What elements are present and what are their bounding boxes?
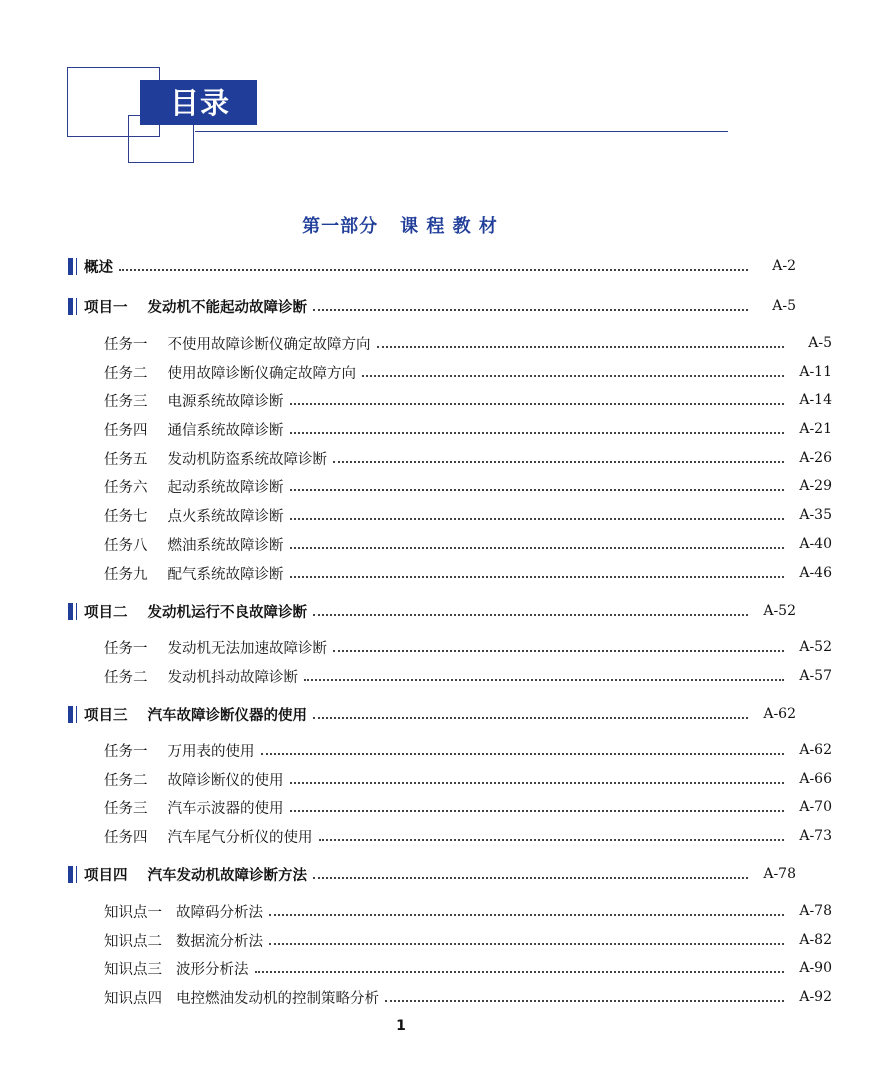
toc-page-ref: A-92 [799,989,832,1005]
toc-entry-number: 知识点三 [104,961,162,978]
toc-entry-title [104,637,327,658]
toc-page-ref: A-29 [799,478,832,494]
toc-entry-number: 项目三 [84,707,128,724]
toc-entry-label: 汽车示波器的使用 [167,800,284,817]
toc-section-entry[interactable] [0,956,894,980]
toc-section-entry[interactable] [0,985,894,1009]
toc-page-ref: A-52 [799,639,832,655]
toc-entry-title [104,505,284,526]
toc-entry-number: 任务六 [104,479,148,496]
dot-leader [290,782,785,784]
toc-entry-label: 汽车尾气分析仪的使用 [167,829,313,846]
dot-leader [313,877,748,879]
toc-page-ref: A-78 [763,866,796,882]
toc-entry-label: 发动机不能起动故障诊断 [147,299,307,316]
toc-entry-title [104,740,255,761]
chapter-marker [68,258,73,275]
toc-entry-title [104,930,263,951]
toc-entry-label: 汽车故障诊断仪器的使用 [147,707,307,724]
part-name: 课 程 教 材 [400,216,498,237]
toc-entry-number: 项目一 [84,299,128,316]
toc-section-entry[interactable] [0,767,894,791]
toc-entry-number: 项目二 [84,604,128,621]
toc-section-entry[interactable] [0,824,894,848]
dot-leader [385,1000,784,1002]
toc-page-ref: A-52 [763,603,796,619]
toc-section-entry[interactable] [0,474,894,498]
chapter-marker [68,298,73,315]
toc-section-entry[interactable] [0,360,894,384]
toc-entry-number: 任务二 [104,365,148,382]
toc-entry-title [84,601,307,622]
toc-entry-title [104,666,298,687]
toc-entry-number: 任务一 [104,743,148,760]
toc-entry-number: 任务二 [104,669,148,686]
page-number: 1 [396,1018,406,1034]
toc-section-entry[interactable] [0,561,894,585]
toc-entry-label: 汽车发动机故障诊断方法 [147,867,307,884]
toc-chapter-entry[interactable] [0,294,858,318]
toc-entry-label: 电控燃油发动机的控制策略分析 [176,990,379,1007]
toc-entry-label: 不使用故障诊断仪确定故障方向 [167,336,371,353]
toc-page-ref: A-62 [763,706,796,722]
toc-entry-label: 使用故障诊断仪确定故障方向 [167,365,356,382]
toc-page-ref: A-90 [799,960,832,976]
toc-entry-label: 点火系统故障诊断 [167,508,284,525]
toc-page-ref: A-66 [799,771,832,787]
toc-page-ref: A-21 [799,421,832,437]
chapter-marker-line [76,258,77,275]
toc-entry-title [104,333,371,354]
dot-leader [255,971,785,973]
toc-entry-number: 任务三 [104,800,148,817]
toc-entry-label: 发动机运行不良故障诊断 [147,604,307,621]
toc-page-ref: A-5 [772,298,796,314]
header-rule [195,131,728,132]
toc-page-ref: A-70 [799,799,832,815]
dot-leader [290,432,785,434]
dot-leader [319,839,785,841]
toc-entry-label: 配气系统故障诊断 [167,566,284,583]
toc-entry-number: 任务七 [104,508,148,525]
toc-section-entry[interactable] [0,503,894,527]
toc-entry-label: 概述 [84,259,113,276]
dot-leader [119,269,748,271]
toc-section-entry[interactable] [0,417,894,441]
toc-chapter-entry[interactable] [0,599,858,623]
toc-section-entry[interactable] [0,532,894,556]
dot-leader [290,403,785,405]
toc-entry-number: 知识点一 [104,904,162,921]
toc-entry-number: 任务二 [104,772,148,789]
toc-entry-label: 数据流分析法 [176,933,263,950]
dot-leader [313,717,748,719]
toc-entry-title [104,958,249,979]
dot-leader [290,489,785,491]
chapter-marker-line [76,866,77,883]
toc-page-ref: A-40 [799,536,832,552]
chapter-marker [68,706,73,723]
toc-entry-title [104,563,284,584]
toc-entry-title [104,826,313,847]
toc-page-ref: A-11 [799,364,832,380]
toc-entry-number: 任务三 [104,393,148,410]
toc-entry-label: 起动系统故障诊断 [167,479,284,496]
toc-page-ref: A-46 [799,565,832,581]
chapter-marker-line [76,603,77,620]
chapter-marker [68,866,73,883]
toc-page-ref: A-2 [772,258,796,274]
toc-section-entry[interactable] [0,388,894,412]
toc-entry-title [104,362,356,383]
dot-leader [269,914,784,916]
toc-entry-title [104,448,327,469]
toc-entry-label: 燃油系统故障诊断 [167,537,284,554]
toc-section-entry[interactable] [0,446,894,470]
toc-page-ref: A-73 [799,828,832,844]
dot-leader [290,547,785,549]
toc-entry-title [84,296,307,317]
toc-entry-label: 波形分析法 [176,961,249,978]
chapter-marker [68,603,73,620]
dot-leader [313,309,748,311]
toc-entry-label: 发动机防盗系统故障诊断 [167,451,327,468]
toc-entry-title [104,534,284,555]
dot-leader [261,753,785,755]
toc-entry-number: 项目四 [84,867,128,884]
toc-entry-title [84,704,307,725]
toc-page-ref: A-35 [799,507,832,523]
toc-entry-number: 任务四 [104,422,148,439]
toc-entry-label: 电源系统故障诊断 [167,393,284,410]
toc-section-entry[interactable] [0,738,894,762]
toc-entry-label: 故障码分析法 [176,904,263,921]
toc-page-ref: A-62 [799,742,832,758]
toc-entry-title [84,864,307,885]
toc-page-ref: A-78 [799,903,832,919]
toc-entry-title [104,769,284,790]
dot-leader [269,943,784,945]
dot-leader [313,614,748,616]
toc-entry-number: 知识点二 [104,933,162,950]
toc-section-entry[interactable] [0,899,894,923]
dot-leader [333,461,784,463]
toc-entry-label: 故障诊断仪的使用 [167,772,284,789]
toc-page-ref: A-26 [799,450,832,466]
chapter-marker-line [76,298,77,315]
toc-page-ref: A-82 [799,932,832,948]
part-label: 第一部分 [302,216,379,237]
toc-section-entry[interactable] [0,795,894,819]
toc-entry-number: 任务五 [104,451,148,468]
toc-page-ref: A-5 [808,335,832,351]
toc-chapter-entry[interactable] [0,702,858,726]
dot-leader [362,375,784,377]
toc-entry-label: 发动机无法加速故障诊断 [167,640,327,657]
toc-entry-number: 任务四 [104,829,148,846]
toc-entry-title [104,390,284,411]
toc-chapter-entry[interactable] [0,862,858,886]
dot-leader [304,679,784,681]
toc-entry-title [104,476,284,497]
toc-entry-label: 万用表的使用 [167,743,255,760]
toc-page-ref: A-14 [799,392,832,408]
toc-entry-title [104,419,284,440]
toc-section-entry[interactable] [0,635,894,659]
part-heading [0,212,790,238]
dot-leader [290,576,785,578]
dot-leader [290,810,785,812]
toc-section-entry[interactable] [0,331,894,355]
toc-entry-label: 通信系统故障诊断 [167,422,284,439]
toc-entry-title [104,901,263,922]
toc-entry-number: 任务八 [104,537,148,554]
dot-leader [377,346,785,348]
toc-entry-title [104,797,284,818]
toc-page-ref: A-57 [799,668,832,684]
dot-leader [290,518,785,520]
toc-chapter-entry[interactable] [0,254,858,278]
toc-entry-number: 任务一 [104,336,148,353]
page-title: 目录 [170,86,231,120]
toc-entry-number: 任务九 [104,566,148,583]
toc-entry-title [84,256,113,277]
toc-section-entry[interactable] [0,928,894,952]
toc-entry-number: 知识点四 [104,990,162,1007]
toc-entry-number: 任务一 [104,640,148,657]
toc-entry-title [104,987,379,1008]
toc-entry-label: 发动机抖动故障诊断 [167,669,298,686]
dot-leader [333,650,784,652]
toc-section-entry[interactable] [0,664,894,688]
chapter-marker-line [76,706,77,723]
